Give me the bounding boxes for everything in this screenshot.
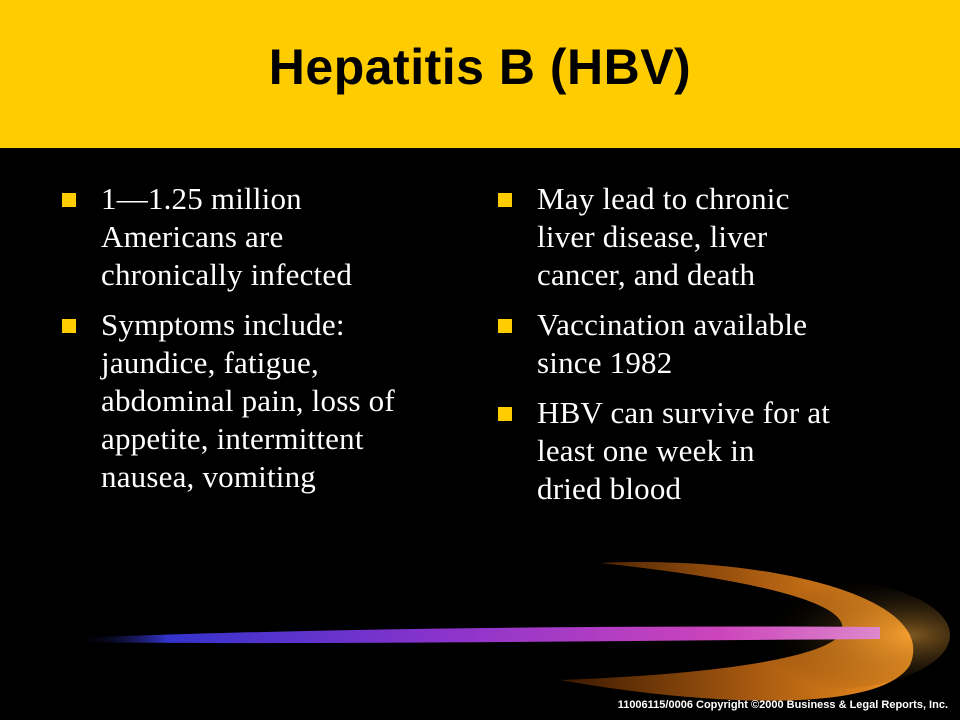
square-bullet-icon (62, 319, 76, 333)
square-bullet-icon (62, 193, 76, 207)
bullet-item (498, 180, 918, 294)
right-column (498, 180, 918, 520)
bullet-text: HBV can survive for at least one week in dried blood (537, 395, 831, 506)
slide-title: Hepatitis B (HBV) (268, 39, 692, 95)
bullet-text: May lead to chronic liver disease, liver cancer, and death (537, 181, 790, 292)
bullet-item (62, 306, 462, 496)
bullet-item (498, 306, 918, 382)
bullet-item (498, 394, 918, 508)
bullet-item (62, 180, 462, 294)
decorative-swoosh (0, 555, 960, 720)
square-bullet-icon (498, 407, 512, 421)
square-bullet-icon (498, 319, 512, 333)
bullet-text: Symptoms include: jaundice, fatigue, abdominal pain, loss of appetite, intermittent nausea, vomiting (101, 307, 395, 494)
left-column (62, 180, 462, 508)
footer-copyright: 11006115/0006 Copyright ©2000 Business & Legal Reports, Inc. (617, 699, 948, 711)
bullet-text: Vaccination available since 1982 (537, 307, 808, 380)
square-bullet-icon (498, 193, 512, 207)
bullet-text: 1—1.25 million Americans are chronically infected (101, 181, 353, 292)
